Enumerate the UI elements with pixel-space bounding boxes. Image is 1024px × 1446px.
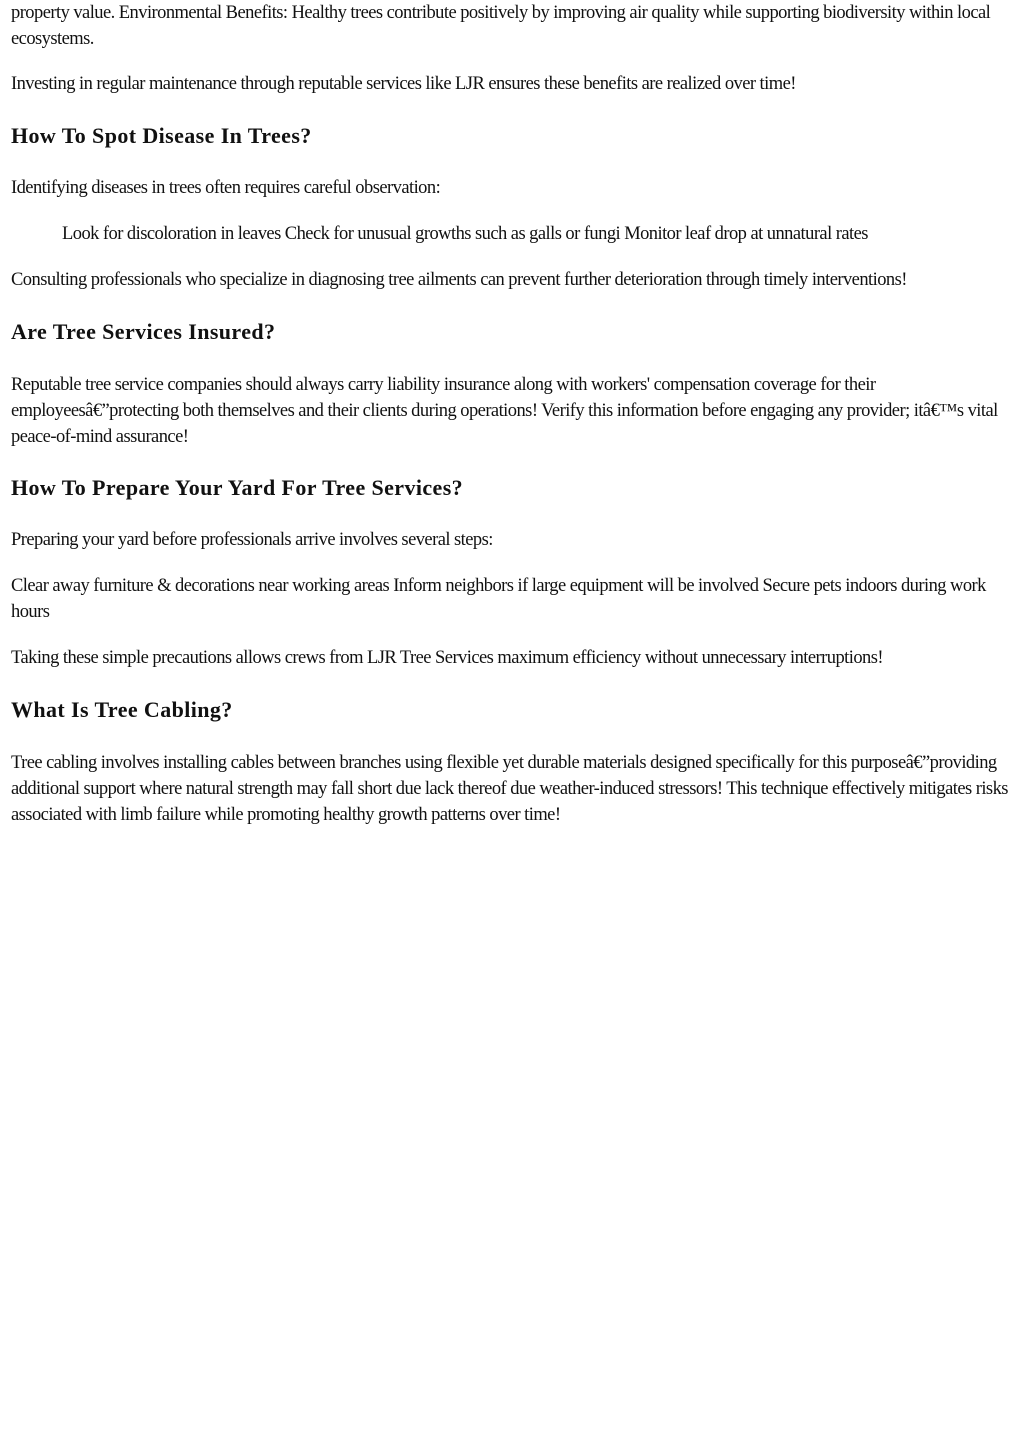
- investing-paragraph: Investing in regular maintenance through reputable services like LJR ensures these benefits are realized over time!: [11, 74, 796, 94]
- disease-signs-list: Look for discoloration in leaves Check for unusual growths such as galls or fungi Monitor leaf drop at unnatural rates: [62, 224, 868, 244]
- disease-intro-paragraph: Identifying diseases in trees often requires careful observation:: [11, 178, 441, 198]
- prepare-steps-list: Clear away furniture & decorations near working areas Inform neighbors if large equipment will be involved Secure pets indoors during work hours: [11, 576, 986, 622]
- prepare-intro-paragraph: Preparing your yard before professionals arrive involves several steps:: [11, 530, 493, 550]
- cabling-paragraph: Tree cabling involves installing cables between branches using flexible yet durable materials designed specifically for this purposeâ€”providing additional support where natural strength may fall short due lack thereof due weather-induced stressors! This technique effectively mitigates risks associated with limb failure while promoting healthy growth patterns over time!: [11, 753, 1008, 825]
- heading-spot-disease: How To Spot Disease In Trees?: [11, 123, 312, 148]
- heading-tree-cabling: What Is Tree Cabling?: [11, 697, 233, 722]
- prepare-outro-paragraph: Taking these simple precautions allows crews from LJR Tree Services maximum efficiency without unnecessary interruptions!: [11, 648, 884, 668]
- disease-outro-paragraph: Consulting professionals who specialize in diagnosing tree ailments can prevent further deterioration through timely interventions!: [11, 270, 907, 290]
- heading-prepare-yard: How To Prepare Your Yard For Tree Services?: [11, 475, 464, 500]
- insured-paragraph: Reputable tree service companies should always carry liability insurance along with workers' compensation coverage for their employeesâ€”protecting both themselves and their clients during operations! Verify this information before engaging any provider; itâ€™s vital peace-of-mind assurance!: [11, 375, 998, 447]
- intro-paragraph: property value. Environmental Benefits: Healthy trees contribute positively by improving air quality while supporting biodiversity within local ecosystems.: [11, 3, 991, 49]
- heading-insured: Are Tree Services Insured?: [11, 319, 276, 344]
